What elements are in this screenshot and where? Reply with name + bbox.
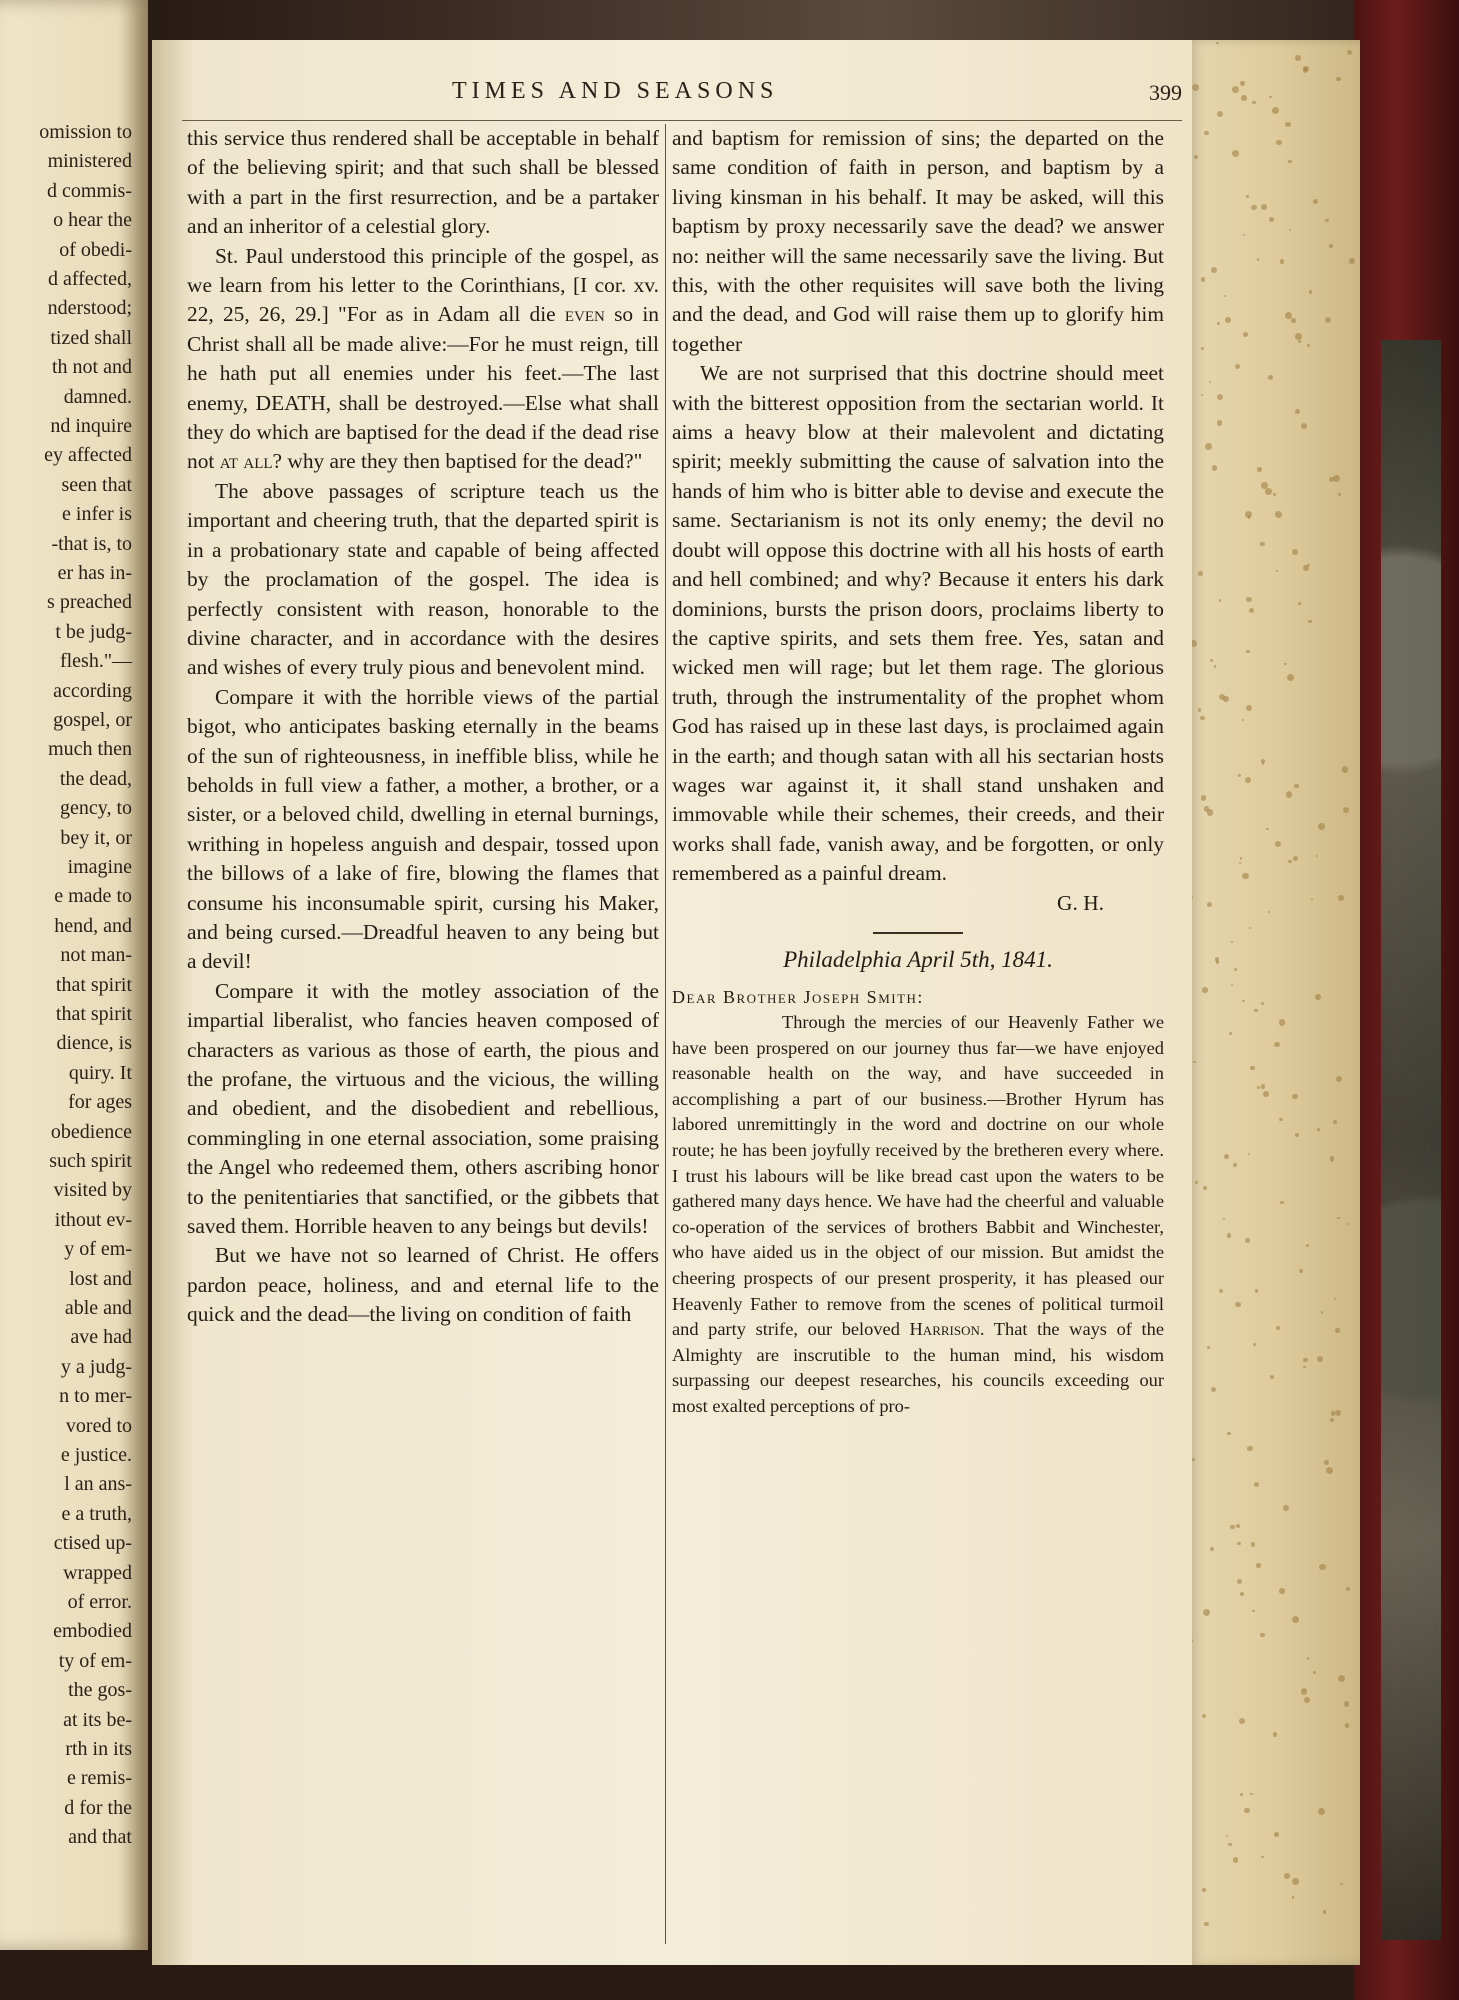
paragraph: The above passages of scripture teach us the important and cheering truth, that the departed spirit is in a probationary state and capable of being affected by the proclamation of the gospel. The idea is perfectly consistent with reason, honorable to the divine character, and in accordance with the desires and wishes of every truly pious and benevolent mind. [187, 478, 659, 680]
foxing-spot [1334, 1298, 1337, 1301]
text-column-left [187, 124, 659, 1330]
foxing-spot [1223, 696, 1229, 702]
paragraph: this service thus rendered shall be acceptable in behalf of the believing spirit; and that such shall be blessed with a part in the first resurrection, and be a partaker and an inheritor of a celestial glory. [187, 126, 659, 239]
left-page-line: at its be- [63, 1708, 132, 1731]
foxing-spot [1349, 258, 1355, 264]
foxing-spot [1241, 95, 1247, 101]
foxing-spot [1345, 1723, 1349, 1727]
foxing-spot [1211, 1387, 1216, 1392]
foxing-spot [1201, 795, 1207, 801]
foxing-spot [1303, 1358, 1308, 1363]
foxing-spot [1244, 1808, 1250, 1814]
foxing-spot [1304, 1697, 1310, 1703]
foxing-spot [1235, 1302, 1241, 1308]
left-page-line: according [53, 679, 132, 702]
foxing-spot [1288, 160, 1292, 164]
foxing-spot [1192, 84, 1199, 91]
left-page-line: flesh."— [59, 650, 132, 673]
foxing-spot [1275, 511, 1282, 518]
foxing-spot [1324, 1460, 1330, 1466]
foxing-spot [1325, 219, 1329, 223]
foxing-spot [1201, 277, 1205, 281]
foxing-spot [1231, 984, 1233, 986]
left-page-line: d for the [64, 1796, 132, 1819]
foxing-spot [1246, 705, 1252, 711]
foxing-spot [1344, 1701, 1349, 1706]
foxing-spot [1301, 423, 1307, 429]
foxing-spot [1280, 1201, 1283, 1204]
left-page-line: nd inquire [50, 415, 132, 437]
foxing-spot [1303, 1366, 1306, 1369]
foxing-spot [1245, 777, 1251, 783]
foxing-spot [1261, 1856, 1264, 1859]
foxing-spot [1214, 665, 1217, 668]
foxing-spot [1292, 1896, 1294, 1898]
foxing-spot [1329, 244, 1333, 248]
foxing-spot [1233, 1163, 1237, 1167]
foxing-spot [1292, 1616, 1299, 1623]
foxing-spot [1285, 122, 1290, 127]
foxing-spot [1260, 542, 1264, 546]
page-edge-foxed [1190, 40, 1360, 1965]
foxing-spot [1261, 1084, 1265, 1088]
foxing-spot [1318, 1808, 1325, 1815]
small-caps-run: Harrison [909, 1319, 980, 1340]
left-page-line: vored to [65, 1414, 132, 1437]
foxing-spot [1207, 902, 1213, 908]
left-page-line: rth in its [65, 1738, 132, 1760]
left-page-line: o hear the [53, 209, 132, 232]
foxing-spot [1249, 608, 1254, 613]
foxing-spot [1261, 204, 1267, 210]
left-page-line: of obedi- [59, 238, 132, 261]
foxing-spot [1333, 1120, 1337, 1124]
left-page-line: not man- [60, 944, 132, 967]
foxing-spot [1284, 1873, 1290, 1879]
foxing-spot [1298, 340, 1301, 343]
foxing-spot [1192, 1458, 1195, 1461]
foxing-spot [1257, 467, 1261, 471]
left-page-line: ithout ev- [54, 1208, 132, 1231]
foxing-spot [1246, 195, 1248, 197]
foxing-spot [1198, 708, 1201, 711]
foxing-spot [1238, 774, 1241, 777]
foxing-spot [1337, 1217, 1340, 1220]
foxing-spot [1253, 1343, 1256, 1346]
foxing-spot [1200, 716, 1204, 720]
foxing-spot [1193, 1061, 1195, 1063]
main-page [152, 40, 1192, 1965]
foxing-spot [1224, 1154, 1229, 1159]
left-page-line: wrapped [63, 1561, 132, 1584]
marbled-endpaper [1381, 340, 1441, 1940]
foxing-spot [1307, 1657, 1310, 1660]
left-page-line: ctised up- [53, 1532, 132, 1555]
foxing-spot [1202, 1714, 1206, 1718]
foxing-spot [1288, 860, 1291, 863]
page-header [152, 78, 1182, 118]
foxing-spot [1252, 101, 1255, 104]
foxing-spot [1308, 620, 1311, 623]
foxing-spot [1325, 317, 1331, 323]
foxing-spot [1252, 1610, 1255, 1613]
text-run: Through the mercies of our Heavenly Father we have been prospered on our journey thus far—we have enjoyed reasonable health on the way, and have succeeded in accomplishing a part of our business.—Brother Hyrum has labored unremittingly in the word and doctrine on our whole route; he has been joyfully received by the bretheren every where. I trust his labours will be like bread cast upon the waters to be gathered many days hence. We have had the cheerful and valuable co-operation of the services of brothers Babbit and Winchester, who have aided us in the object of our mission. But amidst the cheering prospects of our present prosperity, it has pleased our Heavenly Father to remove from the scenes of political turmoil and party strife, our beloved [672, 1011, 1164, 1340]
foxing-spot [1243, 234, 1246, 237]
foxing-spot [1212, 465, 1217, 470]
left-page-line: that spirit [55, 973, 132, 996]
foxing-spot [1207, 1346, 1211, 1350]
foxing-spot [1338, 895, 1344, 901]
left-page-line: of error. [67, 1591, 132, 1613]
left-page-line: the dead, [59, 767, 132, 790]
foxing-spot [1298, 602, 1301, 605]
foxing-spot [1294, 784, 1299, 789]
foxing-spot [1311, 898, 1313, 900]
foxing-spot [1202, 1888, 1206, 1892]
foxing-spot [1240, 1592, 1244, 1596]
foxing-spot [1269, 217, 1274, 222]
foxing-spot [1292, 549, 1298, 555]
foxing-spot [1217, 322, 1220, 325]
left-page-line: e infer is [62, 503, 132, 526]
foxing-spot [1275, 841, 1282, 848]
foxing-spot [1248, 516, 1251, 519]
foxing-spot [1257, 258, 1259, 260]
foxing-spot [1291, 318, 1296, 323]
running-title: TIMES AND SEASONS [452, 78, 779, 104]
foxing-spot [1207, 809, 1214, 816]
foxing-spot [1201, 347, 1204, 350]
foxing-spot [1338, 493, 1340, 495]
foxing-spot [1273, 1732, 1277, 1736]
foxing-spot [1201, 394, 1203, 396]
left-page-line: hend, and [54, 914, 132, 937]
foxing-spot [1210, 659, 1213, 662]
foxing-spot [1335, 1410, 1341, 1416]
left-page-line: t be judg- [55, 620, 132, 643]
left-page-line: e made to [54, 885, 132, 908]
text-run: ? why are they then baptised for the dead?" [272, 449, 643, 474]
foxing-spot [1323, 1910, 1327, 1914]
foxing-spot [1279, 1588, 1285, 1594]
foxing-spot [1330, 1156, 1334, 1160]
foxing-spot [1203, 1609, 1210, 1616]
left-page-line: s preached [47, 591, 132, 614]
foxing-spot [1330, 1418, 1334, 1422]
foxing-spot [1283, 1505, 1289, 1511]
foxing-spot [1204, 131, 1208, 135]
foxing-spot [1242, 873, 1249, 880]
header-rule [182, 120, 1182, 121]
foxing-spot [1342, 766, 1348, 772]
foxing-spot [1335, 1328, 1339, 1332]
foxing-spot [1270, 1375, 1274, 1379]
foxing-spot [1333, 475, 1340, 482]
column-divider [665, 124, 666, 1944]
foxing-spot [1231, 941, 1234, 944]
foxing-spot [1254, 1009, 1257, 1012]
foxing-spot [1240, 81, 1245, 86]
foxing-spot [1217, 394, 1224, 401]
left-page-line: gospel, or [53, 709, 132, 731]
left-page-line: and that [68, 1826, 132, 1849]
left-page-line: damned. [63, 385, 132, 408]
left-page-line: ministered [47, 150, 132, 173]
left-page-line: ey affected [44, 444, 132, 467]
foxing-spot [1198, 571, 1202, 575]
foxing-spot [1274, 1042, 1280, 1048]
foxing-spot [1219, 1289, 1223, 1293]
left-page-line: lost and [69, 1267, 132, 1290]
foxing-spot [1229, 1032, 1233, 1036]
left-page-line: d affected, [47, 268, 132, 290]
foxing-spot [1343, 807, 1349, 813]
left-page-line: tized shall [50, 326, 132, 349]
foxing-spot [1301, 1688, 1308, 1695]
foxing-spot [1246, 597, 1252, 603]
foxing-spot [1287, 674, 1294, 681]
foxing-spot [1235, 364, 1240, 369]
foxing-spot [1236, 1524, 1240, 1528]
foxing-spot [1318, 823, 1325, 830]
left-page-line: y a judg- [60, 1355, 132, 1378]
left-page-line: obedience [50, 1120, 132, 1143]
foxing-spot [1321, 1311, 1324, 1314]
foxing-spot [1340, 1883, 1342, 1885]
foxing-spot [1295, 333, 1302, 340]
foxing-spot [1240, 1793, 1243, 1796]
foxing-spot [1240, 857, 1243, 860]
foxing-spot [1217, 111, 1223, 117]
foxing-spot [1307, 344, 1309, 346]
foxing-spot [1195, 1181, 1199, 1185]
foxing-spot [1293, 856, 1298, 861]
foxing-spot [1209, 381, 1212, 384]
foxing-spot [1243, 332, 1248, 337]
foxing-spot [1279, 1118, 1283, 1122]
foxing-spot [1228, 1843, 1231, 1846]
foxing-spot [1306, 1244, 1309, 1247]
paragraph [187, 242, 659, 477]
foxing-spot [1250, 1066, 1254, 1070]
foxing-spot [1227, 1432, 1231, 1436]
foxing-spot [1251, 205, 1256, 210]
left-page-line: bey it, or [60, 826, 132, 849]
foxing-spot [1254, 1482, 1259, 1487]
foxing-spot [1326, 1467, 1333, 1474]
foxing-spot [1234, 968, 1237, 971]
left-page-line: e justice. [60, 1444, 132, 1466]
left-page-line: e a truth, [61, 1502, 132, 1525]
left-page-line: er has in- [57, 562, 132, 584]
foxing-spot [1211, 267, 1217, 273]
foxing-spot [1286, 791, 1293, 798]
foxing-spot [1217, 420, 1222, 425]
foxing-spot [1272, 107, 1279, 114]
left-page-line: d commis- [47, 179, 132, 202]
left-page-line: e remis- [67, 1767, 132, 1790]
foxing-spot [1268, 911, 1270, 913]
left-page-line: seen that [61, 473, 132, 496]
foxing-spot [1268, 375, 1273, 380]
left-page-line: such spirit [49, 1150, 132, 1172]
text-run: . That the ways of the Almighty are inscrutible to the human mind, his wisdom surpassing our deepest researches, his councils exceeding our most exalted perceptions of pro- [672, 1319, 1164, 1416]
foxing-spot [1317, 1356, 1323, 1362]
foxing-spot [1292, 1094, 1298, 1100]
foxing-spot [1204, 1922, 1208, 1926]
left-page-line: l an ans- [64, 1473, 132, 1496]
left-page-line: gency, to [59, 797, 132, 820]
foxing-spot [1266, 828, 1269, 831]
foxing-spot [1210, 1547, 1214, 1551]
foxing-spot [1336, 77, 1341, 82]
foxing-spot [1276, 140, 1281, 145]
text-run: so in Christ shall all be made alive:—For he must reign, till he hath put all enemies under his feet.—The last enemy, DEATH, shall be destroyed.—Else what shall they do which are baptised for the dead if the dead rise not [187, 302, 659, 474]
foxing-spot [1276, 1326, 1280, 1330]
foxing-spot [1239, 1718, 1246, 1725]
paragraph: But we have not so learned of Christ. He offers pardon peace, holiness, and and eternal life to the quick and the dead—the living on condition of faith [187, 1243, 659, 1327]
small-caps-run: at all [219, 449, 273, 474]
left-page-line: the gos- [68, 1679, 132, 1702]
foxing-spot [1295, 1133, 1299, 1137]
foxing-spot [1347, 50, 1353, 56]
foxing-spot [1237, 1579, 1242, 1584]
foxing-spot [1242, 1000, 1245, 1003]
foxing-spot [1216, 42, 1219, 45]
foxing-spot [1255, 1289, 1259, 1293]
foxing-spot [1316, 855, 1318, 857]
foxing-spot [1299, 1269, 1303, 1273]
left-page-line: y of em- [64, 1238, 132, 1261]
foxing-spot [1303, 68, 1308, 73]
left-page-line: nderstood; [47, 297, 132, 320]
foxing-spot [1203, 1186, 1208, 1191]
foxing-spot [1225, 317, 1231, 323]
foxing-spot [1289, 229, 1291, 231]
left-page-line: -that is, to [51, 532, 132, 555]
salutation: Dear Brother Joseph Smith: [672, 986, 924, 1007]
foxing-spot [1279, 1019, 1286, 1026]
foxing-spot [1269, 96, 1271, 98]
foxing-spot [1215, 957, 1219, 961]
paragraph [672, 1010, 1164, 1420]
left-page-line: quiry. It [68, 1061, 132, 1084]
foxing-spot [1227, 1233, 1231, 1237]
left-page-line: that spirit [55, 1003, 132, 1025]
foxing-spot [1223, 1218, 1225, 1220]
foxing-spot [1347, 1223, 1349, 1225]
foxing-spot [1313, 199, 1319, 205]
foxing-spot [1251, 1542, 1255, 1546]
signature: G. H. [1057, 890, 1104, 915]
small-caps-run: even [564, 302, 605, 327]
foxing-spot [1261, 1002, 1264, 1005]
foxing-spot [1260, 1633, 1264, 1637]
foxing-spot [1307, 564, 1309, 566]
paragraph: Compare it with the horrible views of the partial bigot, who anticipates basking eternally in the beams of the sun of righteousness, in ineffible bliss, while he beholds in full view a father, a mother, a brother, or a sister, or a beloved child, dwelling in eternal burnings, writhing in hopeless anguish and despair, tossed upon the billows of a lake of fire, blowing the flames that consume his inconsumable spirit, cursing his Maker, and being cursed.—Dreadful heaven to any being but a devil! [187, 684, 659, 974]
foxing-spot [1248, 1153, 1250, 1155]
foxing-spot [1246, 650, 1249, 653]
left-page-line: ty of em- [58, 1649, 132, 1672]
foxing-spot [1233, 1857, 1239, 1863]
foxing-spot [1309, 290, 1312, 293]
left-page-line: visited by [53, 1179, 132, 1202]
left-page-line: omission to [39, 121, 132, 143]
left-page-line: ave had [70, 1326, 132, 1349]
paragraph: and baptism for remission of sins; the departed on the same condition of faith in person, and baptism by a living kinsman in his behalf. It may be asked, will this baptism by proxy necessarily save the dead? we answer no: neither will the same necessarily save the living. But this, with the other requisites will save both the living and the dead, and God will raise them up to glorify him together [672, 126, 1164, 356]
foxing-spot [1346, 1587, 1350, 1591]
foxing-spot [1247, 1446, 1252, 1451]
foxing-spot [1242, 719, 1244, 721]
foxing-spot [1265, 488, 1271, 494]
foxing-spot [1245, 1238, 1250, 1243]
foxing-spot [1317, 1128, 1320, 1131]
left-page-line: dience, is [56, 1032, 132, 1055]
left-facing-page [0, 0, 148, 1950]
foxing-spot [1205, 443, 1212, 450]
foxing-spot [1224, 295, 1226, 297]
foxing-spot [1292, 1878, 1299, 1885]
foxing-spot [1232, 86, 1238, 92]
foxing-spot [1276, 570, 1278, 572]
foxing-spot [1250, 1793, 1253, 1796]
paragraph: Compare it with the motley association of the impartial liberalist, who fancies heaven composed of characters as various as those of earth, the pious and the profane, the virtuous and the vicious, the willing and obedient, and the disobedient and rebellious, commingling in one eternal association, some praising the Angel who redeemed them, others ascribing honor to the penitentiaries that sanctified, or the gibbets that saved them. Horrible heaven to any beings but devils! [187, 978, 659, 1239]
left-page-line: th not and [52, 356, 132, 379]
left-page-line: embodied [53, 1620, 132, 1643]
foxing-spot [1230, 1525, 1234, 1529]
foxing-spot [1237, 1542, 1240, 1545]
foxing-spot [1295, 55, 1301, 61]
foxing-spot [1256, 1563, 1261, 1568]
foxing-spot [1319, 1564, 1325, 1570]
foxing-spot [1226, 1835, 1228, 1837]
foxing-spot [1274, 1832, 1279, 1837]
foxing-spot [1273, 493, 1275, 495]
left-page-line: much then [48, 738, 132, 761]
foxing-spot [1249, 927, 1251, 929]
dateline: Philadelphia April 5th, 1841. [783, 946, 1053, 972]
text-column-right [672, 124, 1164, 1419]
foxing-spot [1257, 1086, 1260, 1089]
paragraph: We are not surprised that this doctrine should meet with the bitterest opposition from the sectarian world. It aims a heavy blow at their malevolent and dictating spirit; meekly submitting the cause of salvation into the hands of him who is bitter able to devise and execute the same. Sectarianism is not its only enemy; the devil no doubt will oppose this doctrine with all his hosts of earth and hell combined; and why? Because it enters his dark dominions, bursts the prison doors, proclaims liberty to the captive spirits, and sets them free. Yes, satan and wicked men will rage; but let them rage. The glorious truth, through the instrumentality of the prophet whom God has raised up in these last days, is proclaimed again in the earth; and though satan with all his sectarian hosts wages war against it, it shall stand unshaken and immovable while their schemes, their creeds, and their works shall fade, vanish away, and be forgotten, or only remembered as a painful dream. [672, 361, 1164, 886]
foxing-spot [1261, 759, 1265, 763]
foxing-spot [1284, 663, 1286, 665]
page-number: 399 [1149, 80, 1182, 105]
foxing-spot [1338, 1675, 1345, 1682]
foxing-spot [1194, 155, 1198, 159]
text-run: St. Paul understood this principle of the gospel, as we learn from his letter to the Corinthians, [I cor. xv. 22, 25, 26, 29.] "For as in Adam all die [187, 243, 659, 327]
foxing-spot [1232, 150, 1239, 157]
left-page-line: n to mer- [59, 1385, 132, 1408]
foxing-spot [1202, 987, 1207, 992]
left-page-line: imagine [67, 856, 132, 878]
section-rule [873, 932, 963, 934]
foxing-spot [1336, 1076, 1342, 1082]
foxing-spot [1263, 1091, 1269, 1097]
foxing-spot [1280, 259, 1284, 263]
book-binding-top [0, 0, 1459, 40]
foxing-spot [1315, 994, 1321, 1000]
left-page-line: for ages [68, 1091, 132, 1114]
foxing-spot [1295, 409, 1300, 414]
foxing-spot [1219, 599, 1221, 601]
left-page-line: able and [64, 1297, 132, 1319]
foxing-spot [1239, 862, 1241, 864]
foxing-spot [1313, 1671, 1316, 1674]
